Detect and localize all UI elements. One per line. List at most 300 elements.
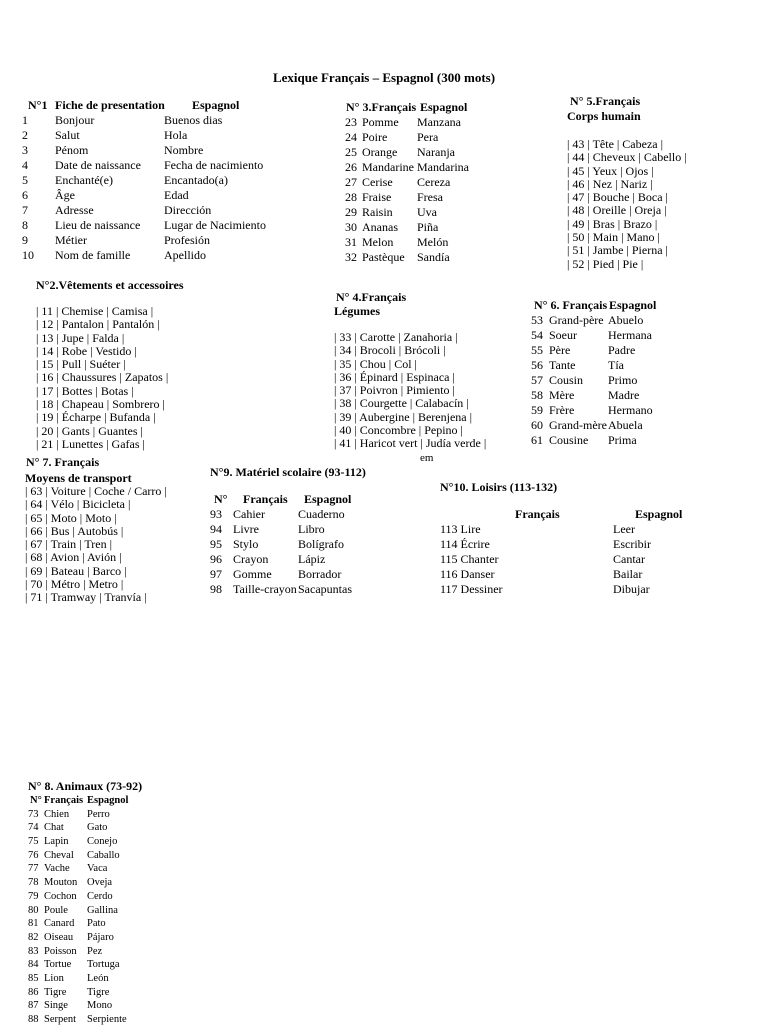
entry-spanish: Hola (164, 128, 188, 142)
section-heading: N°2.Vêtements et accessoires (36, 278, 184, 292)
entry-french: Soeur (549, 328, 577, 342)
entry-spanish: Sandía (417, 250, 450, 264)
list-item: | 47 | Bouche | Boca | (567, 190, 668, 205)
word-list (22, 113, 322, 263)
entry-spanish: Leer (613, 522, 635, 536)
entry-number: 74 (28, 822, 39, 834)
list-item: | 64 | Vélo | Bicicleta | (25, 497, 131, 512)
entry-number: 6 (22, 188, 28, 202)
entry-french: Pomme (362, 115, 399, 129)
entry-french: Cousin (549, 373, 584, 387)
list-item: | 48 | Oreille | Oreja | (567, 203, 667, 218)
section-leisure (440, 507, 750, 595)
entry-french: Grand-père (549, 313, 604, 327)
entry-number: 75 (28, 836, 39, 848)
entry-spanish: Tigre (87, 986, 110, 998)
word-list (28, 808, 208, 1027)
list-item: | 50 | Main | Mano | (567, 230, 660, 245)
section-subheading: Corps humain (567, 109, 641, 123)
col-es-header: Espagnol (87, 795, 129, 806)
entry-number: 27 (345, 175, 357, 189)
list-item (531, 343, 731, 358)
entry-spanish: Pato (87, 918, 106, 930)
entry-number: 9 (22, 233, 28, 247)
entry-number: 5 (22, 173, 28, 187)
entry-spanish: Uva (417, 205, 437, 219)
list-item: | 52 | Pied | Pie | (567, 256, 644, 271)
list-item (22, 158, 322, 173)
section-subheading: Légumes (334, 304, 380, 318)
list-item: | 33 | Carotte | Zanahoria | (334, 330, 458, 344)
list-item: | 35 | Chou | Col | (334, 356, 417, 371)
entry-spanish: Lugar de Nacimiento (164, 218, 266, 232)
list-item: | 40 | Concombre | Pepino | (334, 423, 463, 438)
entry-number: 54 (531, 328, 543, 342)
word-list (36, 305, 216, 451)
list-item: | 36 | Épinard | Espinaca | (334, 369, 455, 384)
entry-french: Grand-mère (549, 418, 607, 432)
entry-spanish: Oveja (87, 877, 113, 889)
entry-spanish: Tortuga (87, 959, 120, 971)
entry-spanish: Buenos dias (164, 113, 223, 127)
list-item (28, 931, 208, 945)
section-header (440, 507, 750, 522)
entry-number: 31 (345, 235, 357, 249)
entry-spanish: Nombre (164, 143, 204, 157)
entry-spanish: Escribir (613, 537, 651, 551)
col-fr-header: Français (44, 795, 84, 806)
section-heading: N° 7. Français (26, 455, 100, 469)
entry-number: 10 (22, 248, 34, 262)
list-item (28, 862, 208, 876)
entry-number: 56 (531, 358, 543, 372)
col-fr-header: Fiche de presentation (55, 98, 165, 112)
entry-number: 95 (210, 537, 222, 551)
section-header (531, 298, 731, 313)
entry-french: Vache (44, 863, 70, 875)
col-es-header: Espagnol (420, 100, 468, 114)
entry-number: 82 (28, 931, 39, 943)
entry-number: 84 (28, 959, 39, 971)
entry-french: Canard (44, 918, 75, 930)
entry-spanish: Mono (87, 1000, 113, 1012)
entry-number: 61 (531, 433, 543, 447)
section-clothes (36, 305, 216, 449)
entry-number: 60 (531, 418, 543, 432)
list-item (345, 220, 545, 235)
list-item: | 66 | Bus | Autobús | (25, 523, 124, 538)
entry-number: 88 (28, 1014, 39, 1025)
entry-number: 80 (28, 904, 39, 916)
entry-spanish: Abuelo (608, 313, 644, 327)
list-item (28, 808, 208, 822)
list-item (210, 507, 430, 522)
entry-spanish: Lápiz (298, 552, 326, 566)
list-item: | 13 | Jupe | Falda | (36, 330, 125, 345)
entry-number: 28 (345, 190, 357, 204)
list-item (28, 972, 208, 986)
entry-number: 53 (531, 313, 543, 327)
entry-number: 58 (531, 388, 543, 402)
entry-spanish: Conejo (87, 836, 118, 848)
entry-number: 29 (345, 205, 357, 219)
section-header (28, 794, 208, 808)
section-heading: N° 4.Français (336, 290, 407, 304)
entry-number: 3 (22, 143, 28, 157)
list-item (28, 849, 208, 863)
list-item (210, 522, 430, 537)
list-item (345, 160, 545, 175)
list-item (531, 373, 731, 388)
list-item (28, 917, 208, 931)
list-item (22, 188, 322, 203)
list-item: | 45 | Yeux | Ojos | (567, 163, 654, 178)
entry-spanish: Naranja (417, 145, 455, 159)
entry-number: 55 (531, 343, 543, 357)
list-item: | 14 | Robe | Vestido | (36, 343, 137, 358)
entry-french: Serpent (44, 1014, 77, 1025)
entry-spanish: Dibujar (613, 582, 650, 596)
entry-number: 86 (28, 986, 39, 998)
entry-french: Date de naissance (55, 158, 141, 172)
entry-spanish: Sacapuntas (298, 582, 352, 596)
entry-french: Stylo (233, 537, 259, 551)
section-header (210, 492, 430, 507)
col-num-header: N°1 (28, 98, 48, 112)
section-heading: N° 3.Français (346, 100, 417, 114)
list-item (210, 567, 430, 582)
entry-number: 73 (28, 808, 39, 820)
entry-number: 23 (345, 115, 357, 129)
entry-french: Mandarine (362, 160, 414, 174)
list-item: | 49 | Bras | Brazo | (567, 216, 658, 231)
list-item (28, 945, 208, 959)
section-animals (28, 794, 208, 1024)
section-heading: N°9. Matériel scolaire (93-112) (210, 465, 366, 479)
section-fruits (345, 100, 545, 265)
list-item (28, 821, 208, 835)
section-subheading: Moyens de transport (25, 471, 132, 485)
entry-french: Crayon (233, 552, 269, 566)
entry-french: Enchanté(e) (55, 173, 113, 187)
entry-number: 96 (210, 552, 222, 566)
entry-number: 8 (22, 218, 28, 232)
entry-french: Poisson (44, 945, 77, 957)
list-item (345, 145, 545, 160)
entry-french: 117 Dessiner (440, 582, 503, 596)
entry-spanish: Primo (608, 373, 638, 387)
entry-spanish: Bolígrafo (298, 537, 344, 551)
list-item (345, 175, 545, 190)
entry-number: 94 (210, 522, 222, 536)
entry-spanish: Dirección (164, 203, 212, 217)
entry-number: 2 (22, 128, 28, 142)
list-item (345, 130, 545, 145)
list-item (345, 235, 545, 250)
entry-french: Poule (44, 904, 68, 916)
entry-french: Orange (362, 145, 398, 159)
list-item (440, 552, 750, 567)
list-item: | 38 | Courgette | Calabacín | (334, 396, 469, 411)
word-list (25, 485, 205, 605)
entry-number: 59 (531, 403, 543, 417)
entry-number: 85 (28, 972, 39, 984)
list-item: | 18 | Chapeau | Sombrero | (36, 397, 165, 412)
entry-number: 97 (210, 567, 222, 581)
col-es-header: Espagnol (192, 98, 240, 112)
entry-french: Lapin (44, 836, 69, 848)
list-item (28, 1013, 208, 1027)
list-item (210, 552, 430, 567)
list-item: | 17 | Bottes | Botas | (36, 383, 134, 398)
entry-number: 4 (22, 158, 28, 172)
entry-spanish: Caballo (87, 849, 120, 861)
entry-number: 78 (28, 877, 39, 889)
entry-french: 116 Danser (440, 567, 495, 581)
entry-spanish: Hermano (608, 403, 653, 417)
entry-french: Cochon (44, 890, 77, 902)
word-list (531, 313, 731, 448)
list-item: | 37 | Poivron | Pimiento | (334, 383, 455, 398)
entry-french: Cahier (233, 507, 265, 521)
list-item: | 19 | Écharpe | Bufanda | (36, 410, 156, 425)
entry-spanish: Abuela (608, 418, 643, 432)
entry-spanish: Edad (164, 188, 189, 202)
list-item: | 71 | Tramway | Tranvía | (25, 590, 147, 605)
section-heading: N° 8. Animaux (73-92) (28, 779, 143, 793)
entry-french: Ananas (362, 220, 398, 234)
list-item: | 12 | Pantalon | Pantalón | (36, 317, 160, 332)
list-item: | 51 | Jambe | Pierna | (567, 243, 668, 258)
entry-french: Singe (44, 1000, 68, 1012)
entry-spanish: Libro (298, 522, 325, 536)
list-item (22, 203, 322, 218)
entry-french: Oiseau (44, 931, 74, 943)
entry-spanish: Cerdo (87, 890, 113, 902)
entry-french: Poire (362, 130, 388, 144)
entry-spanish: Gato (87, 822, 108, 834)
col-es-header: Espagnol (609, 298, 657, 312)
entry-french: Métier (55, 233, 87, 247)
entry-spanish: Piña (417, 220, 439, 234)
section-body (567, 94, 757, 271)
entry-french: Chat (44, 822, 64, 834)
entry-number: 93 (210, 507, 222, 521)
list-item: | 16 | Chaussures | Zapatos | (36, 370, 169, 385)
entry-number: 24 (345, 130, 357, 144)
entry-spanish: Pera (417, 130, 439, 144)
list-item (22, 233, 322, 248)
entry-french: Père (549, 343, 571, 357)
entry-french: Lion (44, 972, 64, 984)
col-num-header: N° (214, 492, 228, 506)
list-item: | 43 | Tête | Cabeza | (567, 137, 664, 151)
entry-spanish: Padre (608, 343, 636, 357)
entry-spanish: Cantar (613, 552, 645, 566)
list-item (28, 904, 208, 918)
entry-spanish: Melón (417, 235, 449, 249)
list-item (22, 143, 322, 158)
section-vegetables (334, 330, 524, 451)
entry-french: Âge (55, 188, 75, 202)
entry-spanish: Gallina (87, 904, 118, 916)
list-item (531, 328, 731, 343)
entry-number: 83 (28, 945, 39, 957)
list-item: | 15 | Pull | Suéter | (36, 357, 126, 372)
list-item (531, 418, 731, 433)
list-item (531, 388, 731, 403)
list-item (345, 115, 545, 130)
entry-french: 113 Lire (440, 522, 481, 536)
entry-french: Raisin (362, 205, 393, 219)
entry-number: 1 (22, 113, 28, 127)
section-heading: N° 6. Français (534, 298, 608, 312)
col-fr-header: Français (243, 492, 288, 506)
list-item (22, 248, 322, 263)
list-item: | 68 | Avion | Avión | (25, 550, 122, 565)
entry-french: Pénom (55, 143, 89, 157)
list-item (22, 173, 322, 188)
section-header (22, 98, 322, 113)
list-item (531, 403, 731, 418)
word-list (440, 522, 750, 597)
section-heading: N° 5.Français (570, 94, 641, 108)
col-es-header: Espagnol (635, 507, 683, 521)
entry-french: Salut (55, 128, 80, 142)
entry-french: Chien (44, 808, 70, 820)
list-item (345, 190, 545, 205)
entry-french: Cousine (549, 433, 589, 447)
list-item (28, 958, 208, 972)
list-item: | 20 | Gants | Guantes | (36, 423, 143, 438)
section-presentation (22, 98, 322, 263)
entry-number: 76 (28, 849, 39, 861)
list-item (210, 537, 430, 552)
list-item (210, 582, 430, 597)
list-item: | 69 | Bateau | Barco | (25, 563, 127, 578)
entry-french: Livre (233, 522, 259, 536)
entry-french: Taille-crayon (233, 582, 297, 596)
col-fr-header: Français (515, 507, 560, 521)
section-header (345, 100, 545, 115)
list-item (22, 218, 322, 233)
entry-spanish: Tía (608, 358, 624, 372)
list-item: | 70 | Métro | Metro | (25, 577, 124, 592)
entry-french: Cerise (362, 175, 393, 189)
entry-number: 77 (28, 863, 39, 875)
entry-spanish: Serpiente (87, 1014, 127, 1025)
list-item (440, 567, 750, 582)
entry-french: Bonjour (55, 113, 95, 127)
list-item (531, 433, 731, 448)
list-item: | 65 | Moto | Moto | (25, 510, 117, 525)
word-list (345, 115, 545, 265)
entry-french: Frère (549, 403, 575, 417)
entry-french: Melon (362, 235, 394, 249)
entry-spanish: León (87, 972, 109, 984)
cut-text: em (420, 452, 434, 464)
entry-spanish: Hermana (608, 328, 652, 342)
entry-french: Tante (549, 358, 576, 372)
entry-spanish: Borrador (298, 567, 342, 581)
list-item: | 46 | Nez | Nariz | (567, 176, 653, 191)
list-item: | 44 | Cheveux | Cabello | (567, 150, 687, 165)
list-item (22, 128, 322, 143)
entry-spanish: Cuaderno (298, 507, 345, 521)
word-list (210, 507, 430, 597)
entry-spanish: Encantado(a) (164, 173, 228, 187)
list-item (28, 835, 208, 849)
entry-spanish: Fecha de nacimiento (164, 158, 264, 172)
entry-spanish: Cereza (417, 175, 451, 189)
list-item (345, 250, 545, 265)
list-item: | 11 | Chemise | Camisa | (36, 304, 154, 318)
list-item (345, 205, 545, 220)
col-es-header: Espagnol (304, 492, 352, 506)
list-item (440, 522, 750, 537)
list-item: | 67 | Train | Tren | (25, 537, 112, 552)
entry-french: Fraise (362, 190, 392, 204)
entry-spanish: Manzana (417, 115, 461, 129)
list-item (440, 537, 750, 552)
entry-spanish: Fresa (417, 190, 443, 204)
entry-french: Tortue (44, 959, 72, 971)
page-title: Lexique Français – Espagnol (300 mots) (272, 70, 496, 85)
entry-number: 25 (345, 145, 357, 159)
entry-french: Gomme (233, 567, 272, 581)
entry-number: 79 (28, 890, 39, 902)
entry-number: 7 (22, 203, 28, 217)
list-item: | 34 | Brocoli | Brócoli | (334, 343, 446, 358)
entry-spanish: Vaca (87, 863, 108, 875)
entry-french: 115 Chanter (440, 552, 499, 566)
word-list (334, 331, 524, 451)
entry-spanish: Profesión (164, 233, 210, 247)
word-list (567, 138, 757, 271)
entry-french: Nom de famille (55, 248, 131, 262)
section-school (210, 492, 430, 595)
entry-spanish: Perro (87, 808, 110, 820)
list-item: | 39 | Aubergine | Berenjena | (334, 409, 473, 424)
section-heading: N°10. Loisirs (113-132) (440, 480, 558, 494)
entry-spanish: Apellido (164, 248, 206, 262)
section-family (531, 298, 731, 448)
entry-number: 30 (345, 220, 357, 234)
entry-spanish: Madre (608, 388, 640, 402)
list-item (28, 890, 208, 904)
list-item (531, 313, 731, 328)
list-item (440, 582, 750, 597)
col-num-header: N° (30, 795, 42, 806)
list-item: | 21 | Lunettes | Gafas | (36, 436, 145, 451)
list-item (28, 986, 208, 1000)
entry-french: Lieu de naissance (55, 218, 141, 232)
entry-french: Tigre (44, 986, 67, 998)
entry-number: 81 (28, 918, 39, 930)
entry-spanish: Mandarina (417, 160, 469, 174)
entry-spanish: Bailar (613, 567, 643, 581)
entry-french: Pastèque (362, 250, 405, 264)
entry-french: Cheval (44, 849, 74, 861)
entry-number: 87 (28, 1000, 39, 1012)
entry-number: 26 (345, 160, 357, 174)
list-item: | 63 | Voiture | Coche / Carro | (25, 484, 167, 498)
entry-spanish: Prima (608, 433, 637, 447)
entry-french: 114 Écrire (440, 537, 490, 551)
list-item (28, 876, 208, 890)
list-item (28, 999, 208, 1013)
entry-french: Adresse (55, 203, 94, 217)
